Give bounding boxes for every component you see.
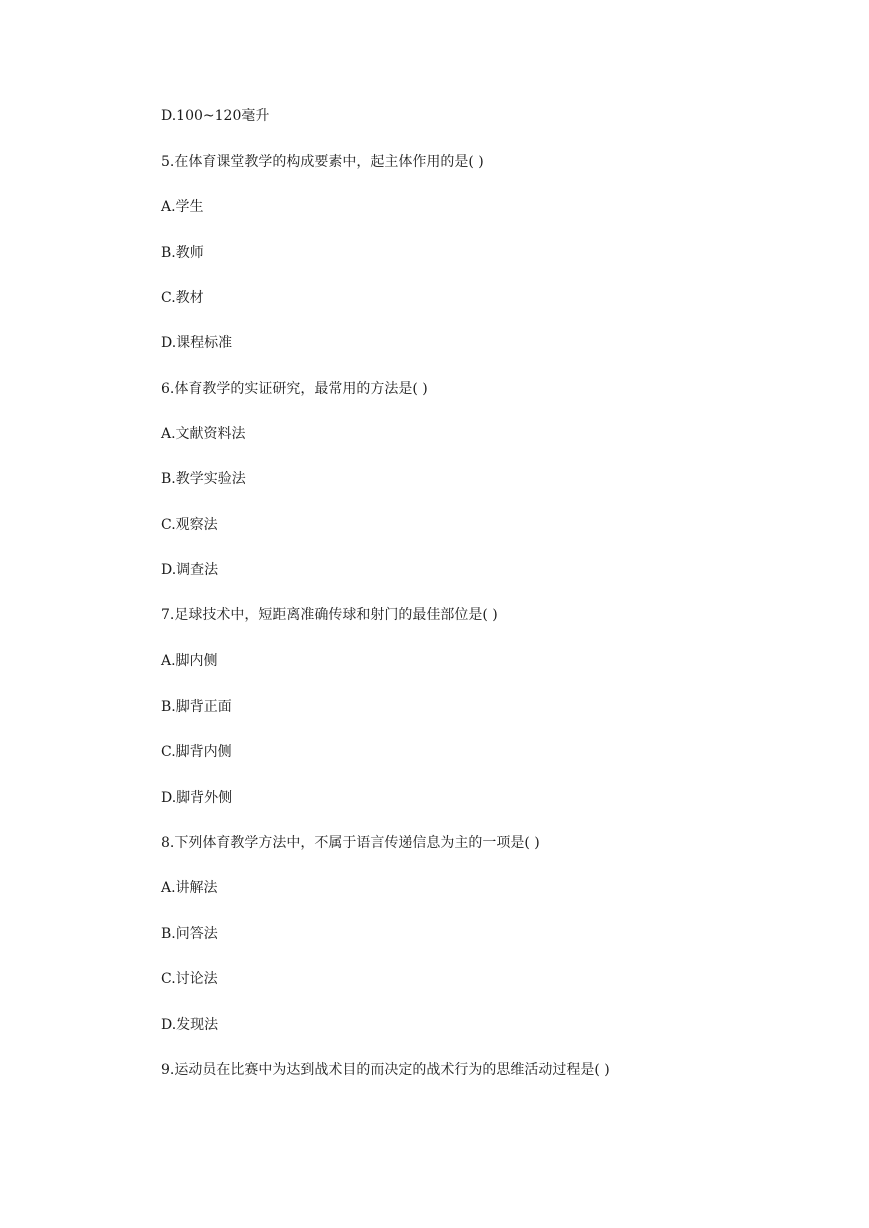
- option-c-q8: C.讨论法: [161, 971, 218, 987]
- option-b-q6: B.教学实验法: [161, 471, 246, 487]
- option-b-q5: B.教师: [161, 245, 204, 261]
- question-6: 6.体育教学的实证研究，最常用的方法是( ): [161, 381, 428, 397]
- option-d-q8: D.发现法: [161, 1017, 219, 1033]
- option-c-q6: C.观察法: [161, 517, 218, 533]
- question-8: 8.下列体育教学方法中，不属于语言传递信息为主的一项是( ): [161, 835, 540, 851]
- option-b-q7: B.脚背正面: [161, 699, 232, 715]
- question-5: 5.在体育课堂教学的构成要素中，起主体作用的是( ): [161, 154, 484, 170]
- option-b-q8: B.问答法: [161, 926, 218, 942]
- option-c-q7: C.脚背内侧: [161, 744, 232, 760]
- option-a-q7: A.脚内侧: [161, 653, 218, 669]
- question-7: 7.足球技术中，短距离准确传球和射门的最佳部位是( ): [161, 607, 498, 623]
- option-d-q5: D.课程标准: [161, 335, 233, 351]
- option-a-q6: A.文献资料法: [161, 426, 246, 442]
- option-d-q7: D.脚背外侧: [161, 790, 233, 806]
- option-d-q6: D.调查法: [161, 562, 219, 578]
- option-c-q5: C.教材: [161, 290, 204, 306]
- question-9: 9.运动员在比赛中为达到战术目的而决定的战术行为的思维活动过程是( ): [161, 1062, 610, 1078]
- option-d-q4: D.100~120毫升: [161, 108, 270, 124]
- option-a-q5: A.学生: [161, 199, 204, 215]
- option-a-q8: A.讲解法: [161, 880, 218, 896]
